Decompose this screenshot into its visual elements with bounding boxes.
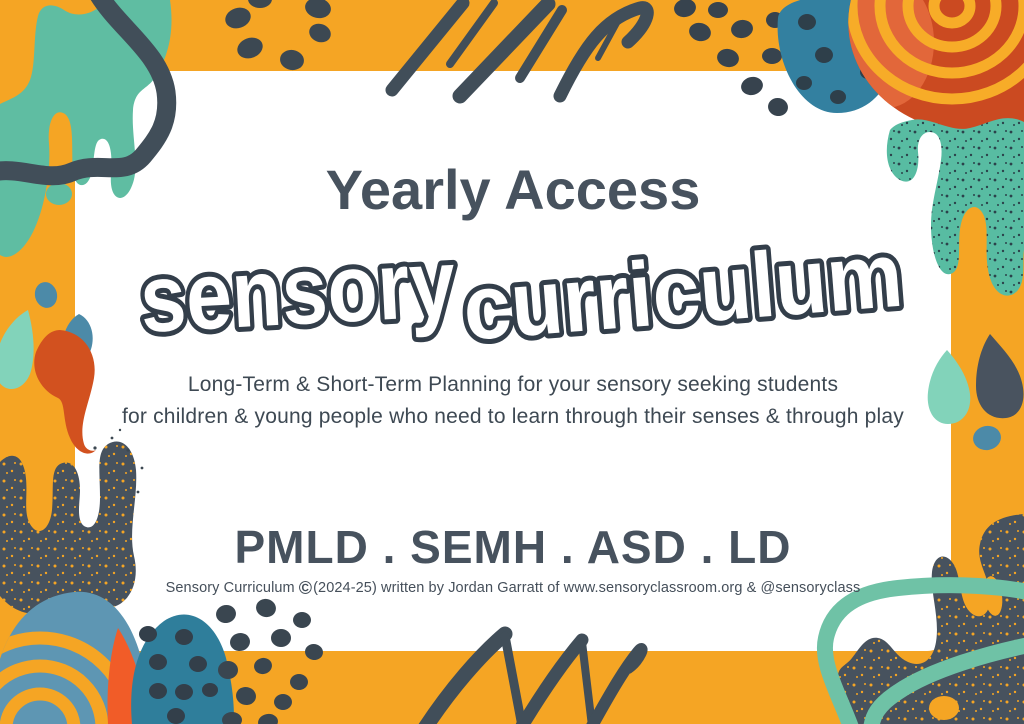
credit-line: [75, 578, 951, 599]
copyright-icon: ©: [298, 578, 313, 598]
audience-line: PMLD . SEMH . ASD . LD: [234, 521, 792, 573]
title-word-curriculum: curriculum: [459, 220, 942, 360]
tagline-line2: for children & young people who need to learn through their senses & through play: [121, 405, 905, 428]
credit-prefix: Sensory Curriculum: [165, 580, 295, 596]
title-word-sensory: sensory: [137, 226, 511, 353]
kicker-title: Yearly Access: [325, 158, 701, 221]
tagline-line1: Long-Term & Short-Term Planning for your sensory seeking students: [187, 373, 839, 396]
credit-suffix: (2024-25) written by Jordan Garratt of www.sensoryclassroom.org & @sensoryclass: [313, 580, 861, 596]
